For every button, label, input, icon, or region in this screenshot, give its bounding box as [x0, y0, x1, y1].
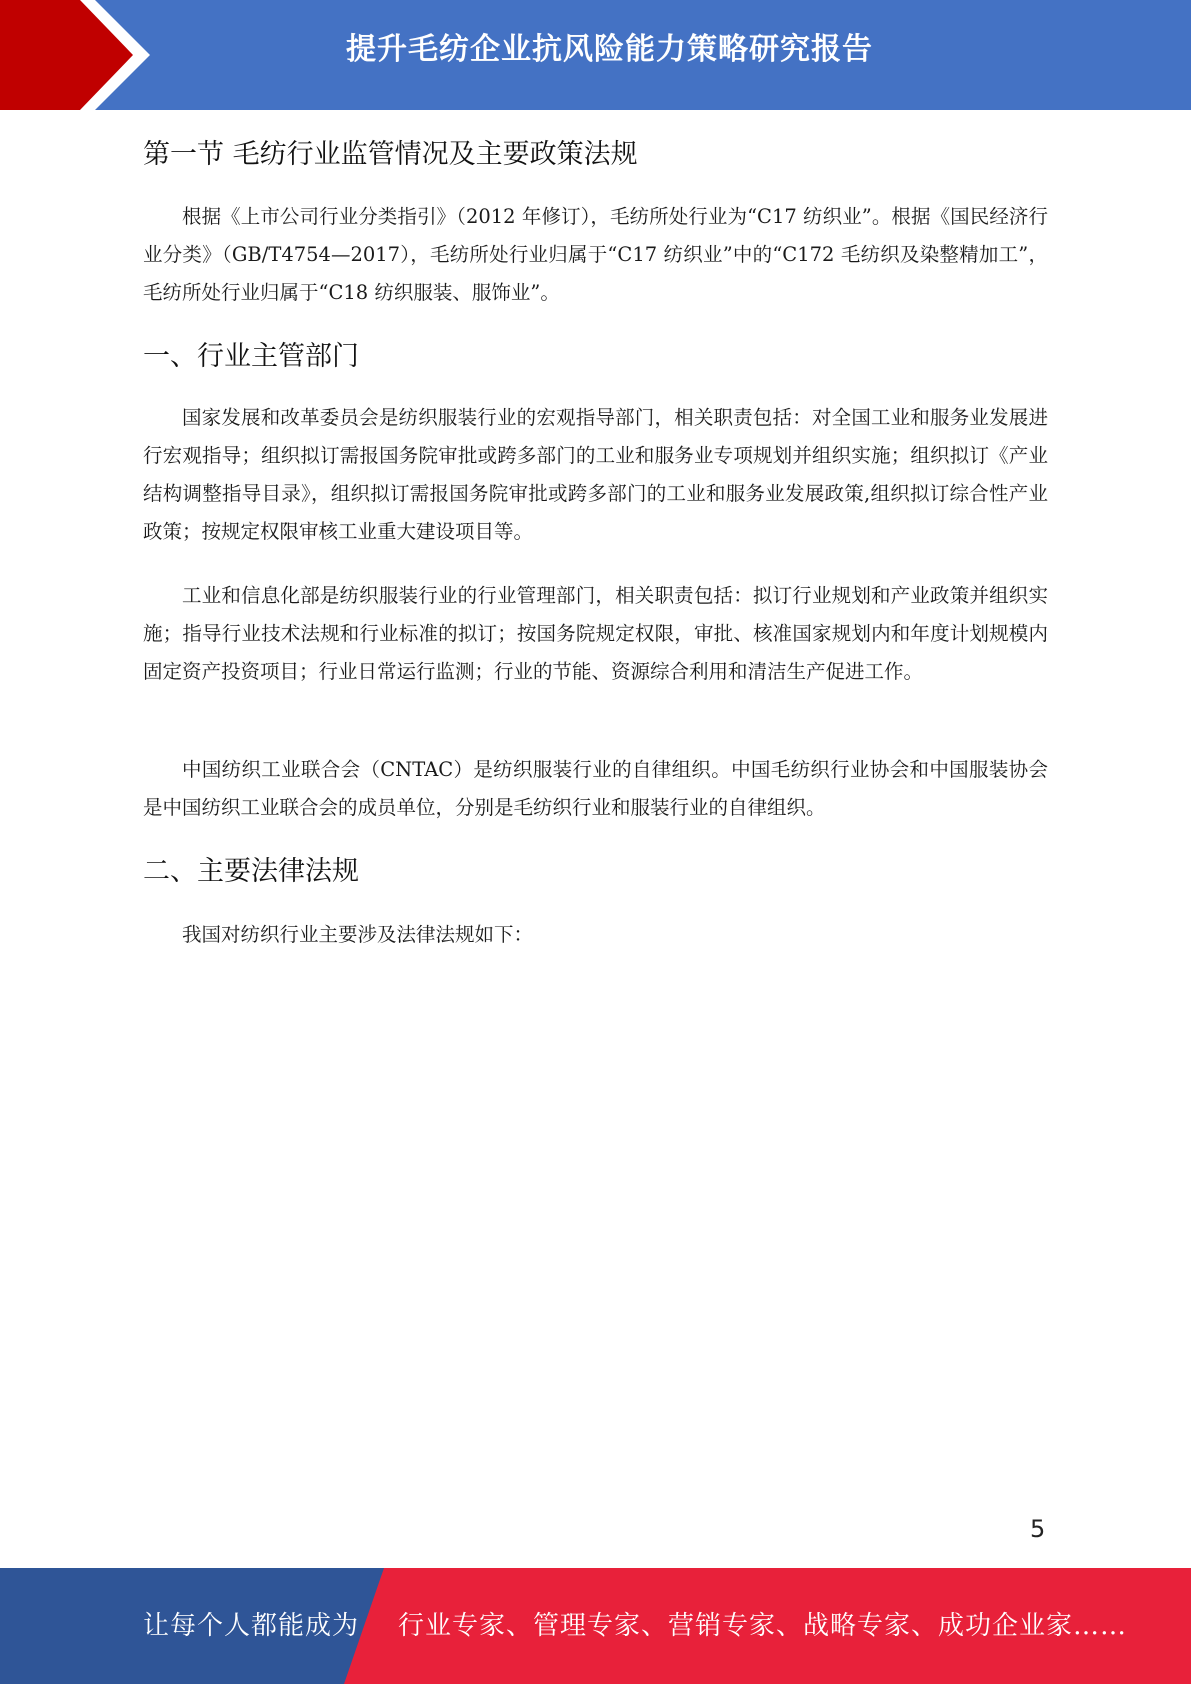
- section-intro-paragraph: 根据《上市公司行业分类指引》（2012 年修订），毛纺所处行业为“C17 纺织业”。根据《国民经济行业分类》（GB/T4754—2017），毛纺所处行业归属于“C17 纺织业”中的“C172 毛纺织及染整精加工”，毛纺所处行业归属于“C18 纺织服装、服饰业”。: [143, 205, 1048, 304]
- departments-paragraph-miit: 工业和信息化部是纺织服装行业的行业管理部门，相关职责包括：拟订行业规划和产业政策并组织实施；指导行业技术法规和行业标准的拟订；按国务院规定权限，审批、核准国家规划内和年度计划规模内固定资产投资项目；行业日常运行监测；行业的节能、资源综合利用和清洁生产促进工作。: [143, 584, 1048, 683]
- section-title: 第一节 毛纺行业监管情况及主要政策法规: [143, 139, 638, 170]
- departments-paragraph-cntac: 中国纺织工业联合会（CNTAC）是纺织服装行业的自律组织。中国毛纺织行业协会和中国服装协会是中国纺织工业联合会的成员单位，分别是毛纺织行业和服装行业的自律组织。: [143, 758, 1048, 819]
- laws-heading: 二、主要法律法规: [143, 856, 359, 887]
- page-number: 5: [1030, 1515, 1046, 1543]
- report-title: 提升毛纺企业抗风险能力策略研究报告: [346, 32, 873, 67]
- footer-slogan-left: 让每个人都能成为: [143, 1611, 360, 1641]
- departments-heading: 一、行业主管部门: [143, 341, 359, 372]
- page-footer: [0, 1568, 1191, 1684]
- departments-paragraph-ndrc: 国家发展和改革委员会是纺织服装行业的宏观指导部门，相关职责包括：对全国工业和服务业发展进行宏观指导；组织拟订需报国务院审批或跨多部门的工业和服务业专项规划并组织实施；组织拟订《产业结构调整指导目录》，组织拟订需报国务院审批或跨多部门的工业和服务业发展政策,组织拟订综合性产业政策；按规定权限审核工业重大建设项目等。: [143, 406, 1048, 543]
- laws-intro-paragraph: 我国对纺织行业主要涉及法律法规如下：: [182, 923, 534, 946]
- page-header: [0, 0, 1191, 110]
- footer-slogan-right: 行业专家、管理专家、营销专家、战略专家、成功企业家……: [398, 1611, 1128, 1641]
